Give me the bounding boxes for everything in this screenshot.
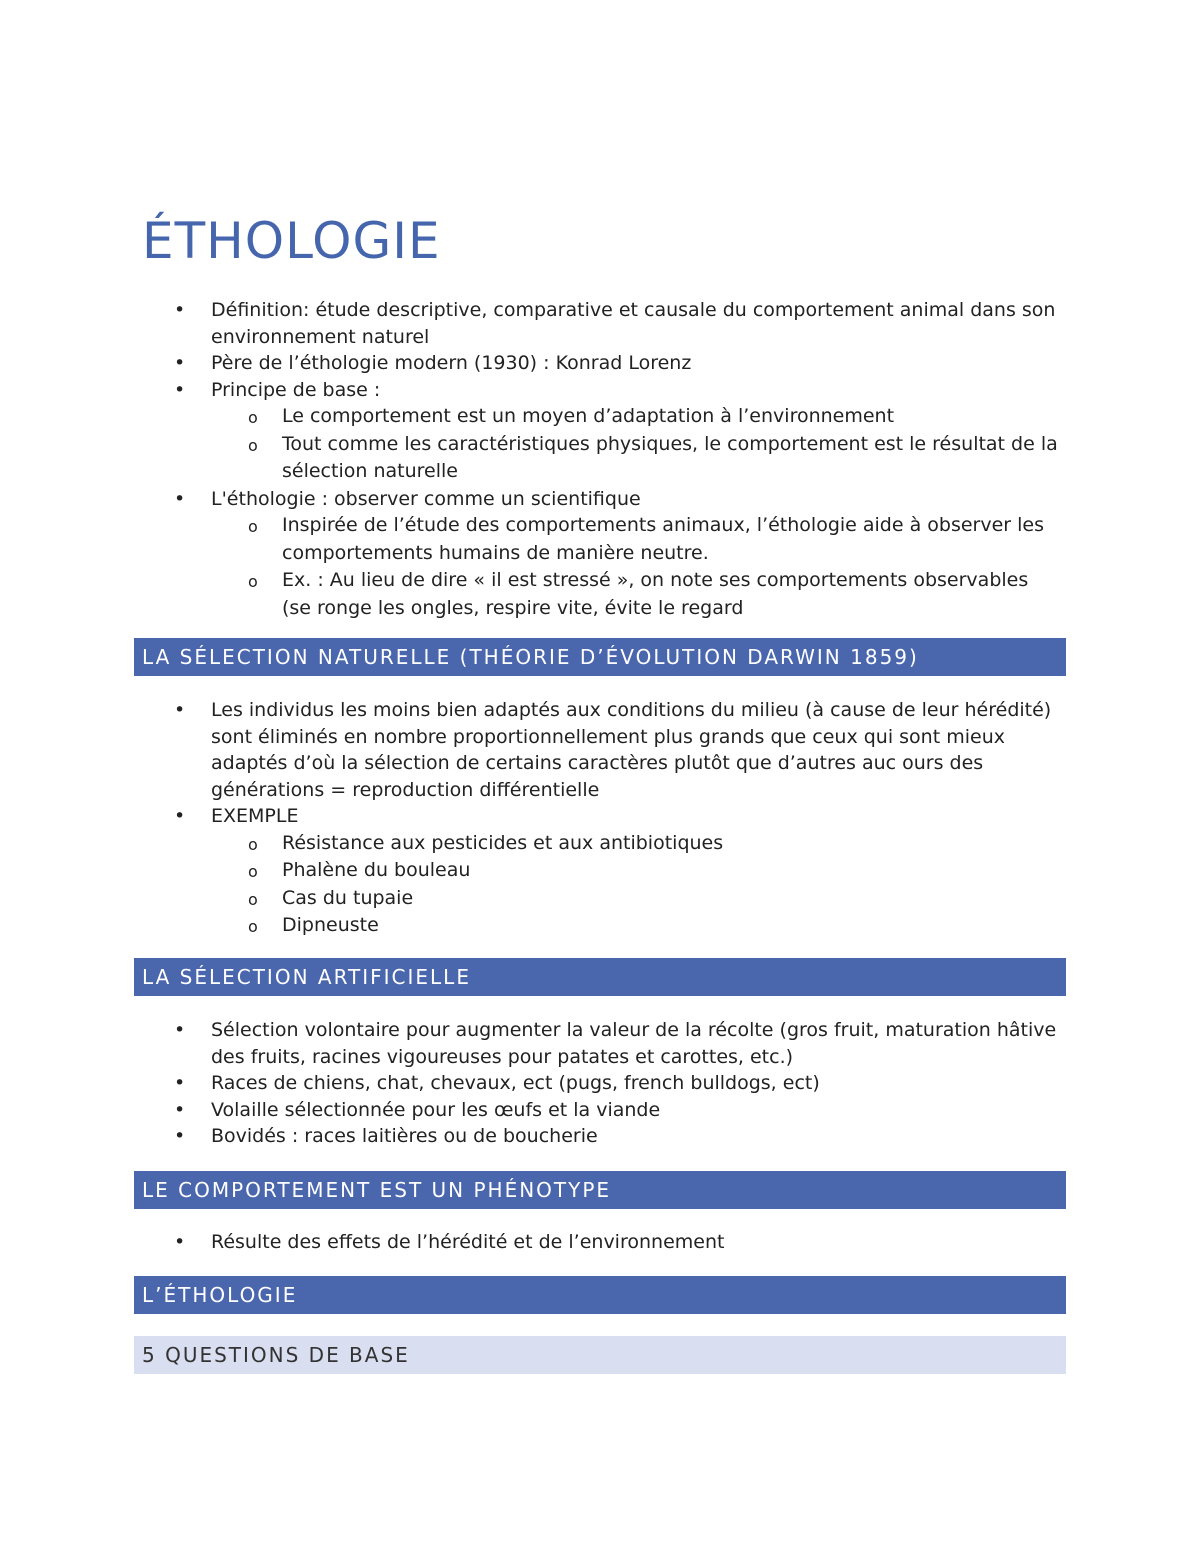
sub-list-item-text: Dipneuste (282, 914, 379, 936)
circle-bullet-icon: o (248, 889, 258, 909)
list-item (0, 1017, 1200, 1070)
bullet-icon: • (174, 805, 186, 827)
list-item (0, 1070, 1200, 1097)
sub-list-item-text: Résistance aux pesticides et aux antibiotiques (282, 831, 724, 854)
natural-selection-list (0, 697, 1200, 940)
bullet-icon: • (174, 1019, 186, 1041)
list-item-text: Bovidés : races laitières ou de boucherie (211, 1125, 598, 1147)
bullet-icon: • (174, 378, 186, 401)
sub-list-item (0, 567, 1200, 622)
list-item-text: Volaille sélectionnée pour les œufs et la viande (211, 1098, 661, 1121)
list-item-text: Résulte des effets de l’hérédité et de l’environnement (211, 1231, 725, 1253)
list-item-text: Sélection volontaire pour augmenter la valeur de la récolte (gros fruit, maturation hâtive des fruits, racines vigoureuses pour patates et carottes, etc.) (211, 1019, 1057, 1068)
list-item (0, 486, 1200, 513)
section-heading-natural-selection: LA SÉLECTION NATURELLE (THÉORIE D’ÉVOLUTION DARWIN 1859) (134, 638, 1066, 676)
section-heading-ethology: L’ÉTHOLOGIE (134, 1276, 1066, 1314)
section-heading-behavior-phenotype: LE COMPORTEMENT EST UN PHÉNOTYPE (134, 1171, 1066, 1209)
sub-list-item-text: Inspirée de l’étude des comportements animaux, l’éthologie aide à observer les comportements humains de manière neutre. (282, 514, 1045, 564)
section-heading-artificial-selection: LA SÉLECTION ARTIFICIELLE (134, 958, 1066, 996)
intro-list (0, 297, 1200, 622)
bullet-icon: • (174, 1231, 186, 1253)
document-title: ÉTHOLOGIE (142, 212, 441, 270)
list-item (0, 697, 1200, 803)
list-item-text: Principe de base : (211, 378, 381, 401)
sub-list-item-text: Tout comme les caractéristiques physiques, le comportement est le résultat de la sélection naturelle (282, 432, 1058, 482)
list-item-text: L'éthologie : observer comme un scientifique (211, 487, 641, 510)
sub-list-item-text: Ex. : Au lieu de dire « il est stressé », on note ses comportements observables (se ronge les ongles, respire vite, évite le regard (282, 569, 1029, 619)
list-item-text: Les individus les moins bien adaptés aux conditions du milieu (à cause de leur hérédité) sont éliminés en nombre proportionnellement plus grands que ceux qui sont mieux adaptés d’où la sélection de certains caractères plutôt que d’autres auc ours des générations = reproduction différentielle (211, 699, 1052, 801)
sub-list-item-text: Cas du tupaie (282, 886, 414, 909)
list-item-text: EXEMPLE (211, 805, 299, 827)
list-item-text: Définition: étude descriptive, comparative et causale du comportement animal dans son environnement naturel (211, 299, 1056, 348)
sub-list-item (0, 830, 1200, 858)
circle-bullet-icon: o (248, 572, 258, 591)
bullet-icon: • (174, 699, 186, 721)
sub-list-item-text: Le comportement est un moyen d’adaptation à l’environnement (282, 405, 895, 427)
bullet-icon: • (174, 1072, 186, 1094)
sub-list-item (0, 431, 1200, 486)
list-item (0, 1229, 1200, 1256)
sub-list-item-text: Phalène du bouleau (282, 859, 471, 881)
list-item (0, 350, 1200, 377)
subsection-heading-five-questions: 5 QUESTIONS DE BASE (134, 1336, 1066, 1374)
list-item (0, 803, 1200, 830)
list-item (0, 1123, 1200, 1150)
circle-bullet-icon: o (248, 517, 258, 536)
artificial-selection-list (0, 1017, 1200, 1150)
circle-bullet-icon: o (248, 408, 258, 427)
sub-list-item (0, 403, 1200, 431)
list-item-text: Races de chiens, chat, chevaux, ect (pugs, french bulldogs, ect) (211, 1072, 820, 1094)
bullet-icon: • (174, 352, 186, 374)
circle-bullet-icon: o (248, 862, 258, 881)
list-item (0, 377, 1200, 404)
circle-bullet-icon: o (248, 917, 258, 936)
sub-list-item (0, 885, 1200, 913)
sub-list-item (0, 857, 1200, 885)
list-item-text: Père de l’éthologie modern (1930) : Konrad Lorenz (211, 352, 692, 374)
bullet-icon: • (174, 299, 186, 321)
circle-bullet-icon: o (248, 435, 258, 455)
phenotype-list (0, 1229, 1200, 1256)
sub-list-item (0, 512, 1200, 567)
circle-bullet-icon: o (248, 834, 258, 854)
sub-list-item (0, 912, 1200, 940)
bullet-icon: • (174, 1098, 186, 1121)
list-item (0, 297, 1200, 350)
bullet-icon: • (174, 487, 186, 510)
list-item (0, 1097, 1200, 1124)
bullet-icon: • (174, 1125, 186, 1147)
